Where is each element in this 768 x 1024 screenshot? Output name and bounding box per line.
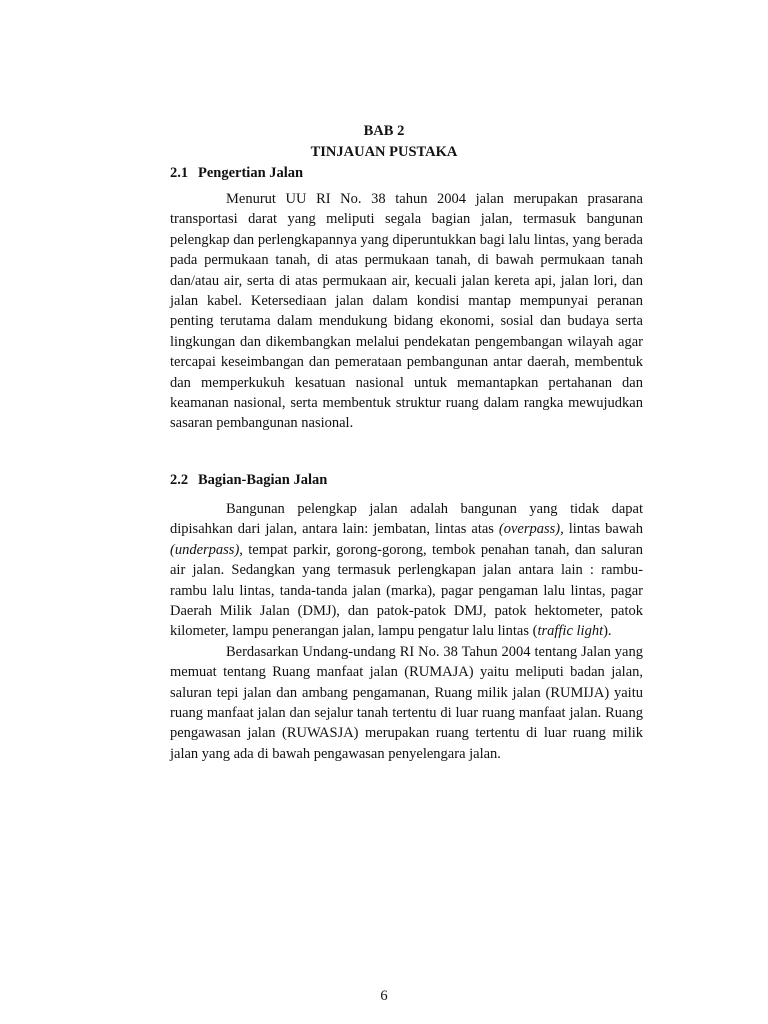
page-number: 6 [380,988,388,1004]
chapter-label: BAB 2 [363,123,405,139]
italic-term: (underpass), [170,541,243,558]
paragraph: Berdasarkan Undang-undang RI No. 38 Tahun 2004 tentang Jalan yang memuat tentang Ruang manfaat jalan (RUMAJA) yaitu meliputi badan jalan, saluran tepi jalan dan ambang pengamanan, Ruang milik jalan (RUMIJA) yaitu ruang manfaat jalan dan sejalur tanah tertentu di luar ruang manfaat jalan. Ruang pengawasan jalan (RUWASJA) merupakan ruang tertentu di luar ruang milik jalan yang ada di bawah pengawasan penyelengara jalan. [170,643,643,762]
text-run: ). [603,623,612,640]
paragraph: Menurut UU RI No. 38 tahun 2004 jalan merupakan prasarana transportasi darat yang meliputi segala bagian jalan, termasuk bangunan pelengkap dan perlengkapannya yang diperuntukkan bagi lalu lintas, yang berada pada permukaan tanah, di atas permukaan tanah, di bawah permukaan tanah dan/atau air, serta di atas permukaan air, kecuali jalan kereta api, jalan lori, dan jalan kabel. Ketersediaan jalan dalam kondisi mantap mempunyai peranan penting terutama dalam mendukung bidang ekonomi, sosial dan budaya serta lingkungan dan dikembangkan melalui pendekatan pengembangan wilayah agar tercapai keseimbangan dan pemerataan pembangunan antar daerah, membentuk dan memperkukuh kesatuan nasional untuk memantapkan pertahanan dan keamanan nasional, serta membentuk struktur ruang dalam rangka mewujudkan sasaran pembangunan nasional. [170,191,643,432]
section-heading-bagian-jalan [170,471,327,489]
section-body-bagian-jalan [170,499,643,764]
italic-term: (overpass), [498,521,564,538]
chapter-title: TINJAUAN PUSTAKA [310,144,458,160]
section-number: 2.2 [170,472,189,488]
section-title: Pengertian Jalan [198,165,304,181]
text-run: tempat parkir, gorong-gorong, tembok penahan tanah, dan saluran air jalan. Sedangkan yang termasuk perlengkapan jalan antara lain : rambu-rambu lalu lintas, tanda-tanda jalan (marka), pagar pengaman lalu lintas, pagar Daerah Milik Jalan (DMJ), dan patok-patok DMJ, patok hektometer, patok kilometer, lampu penerangan jalan, lampu pengatur lalu lintas ( [170,541,643,640]
section-number: 2.1 [170,165,189,181]
section-heading-pengertian-jalan [170,164,303,182]
text-run: lintas bawah [563,521,643,538]
text-run: Bangunan pelengkap jalan adalah bangunan yang tidak dapat dipisahkan dari jalan, antara lain: jembatan, lintas atas [170,501,643,538]
section-title: Bagian-Bagian Jalan [198,472,328,488]
section-body-pengertian-jalan [170,189,643,434]
paragraph [170,499,643,642]
italic-term: traffic light [537,623,604,640]
